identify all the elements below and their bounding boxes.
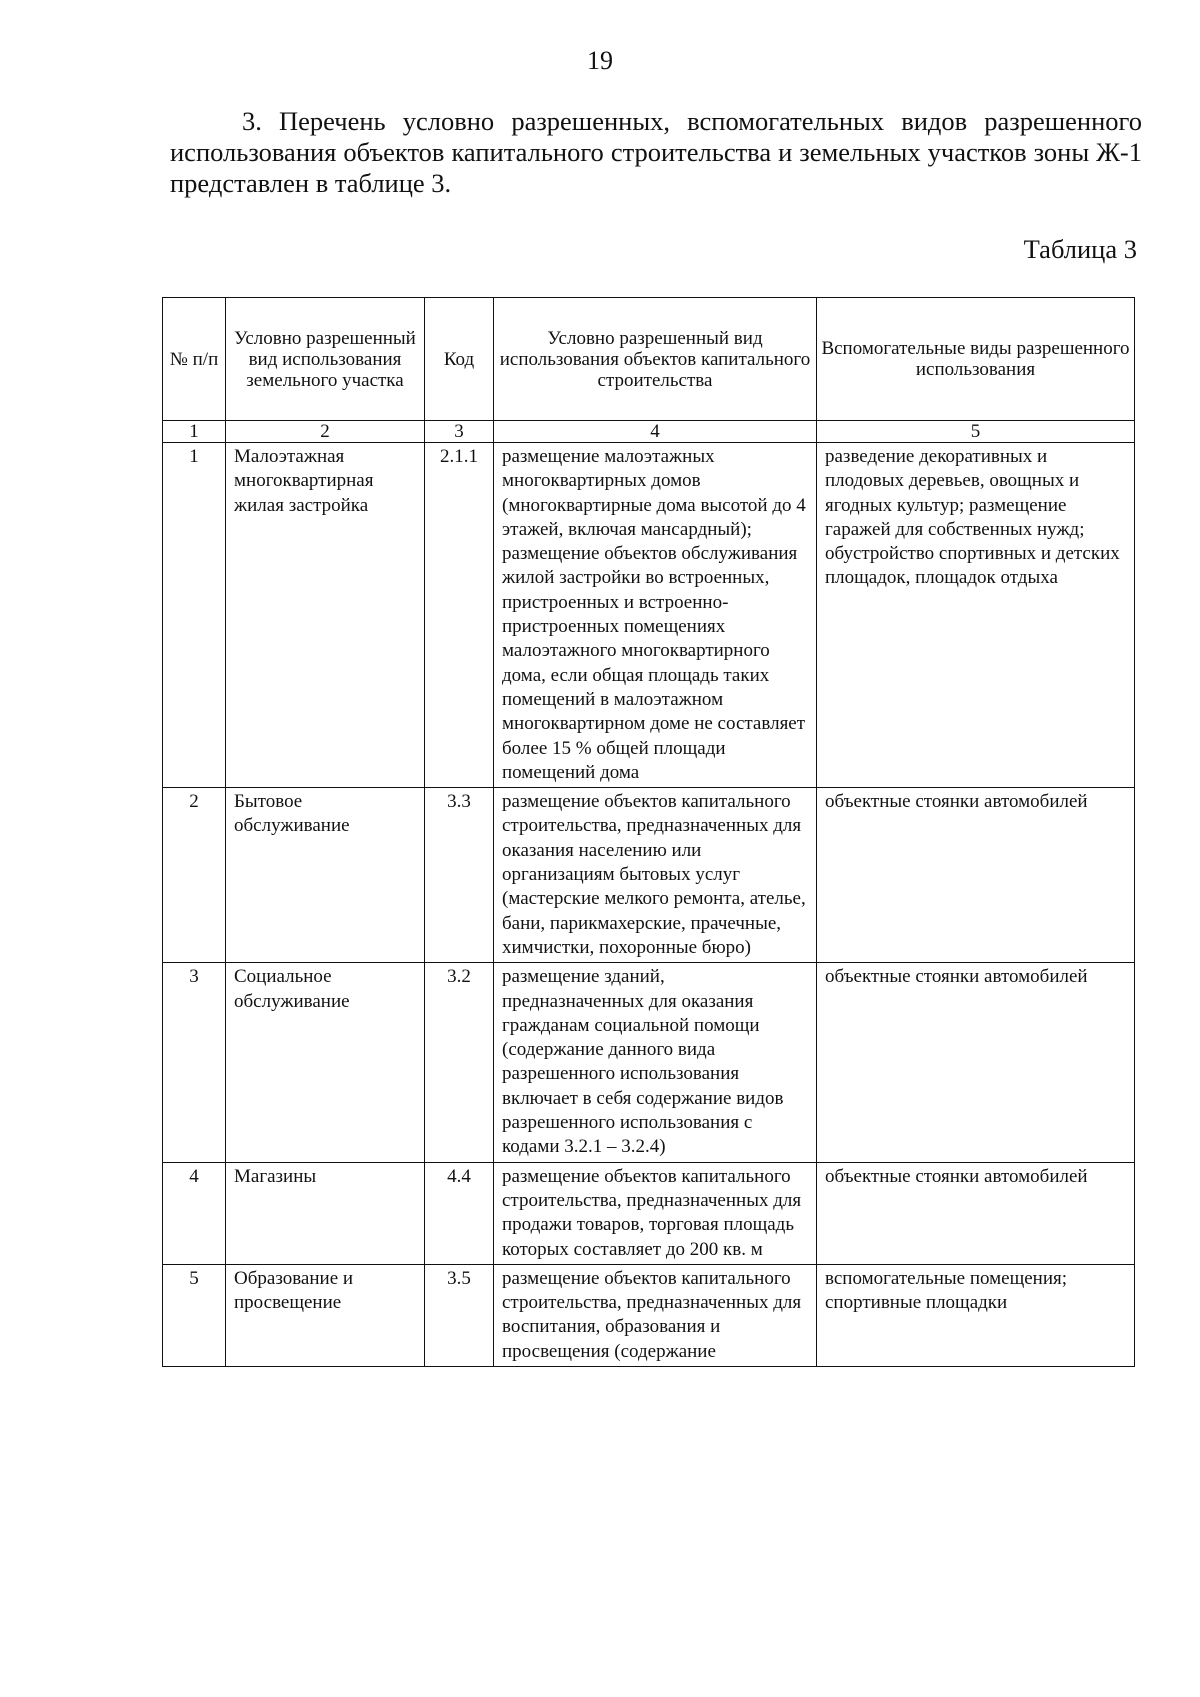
row-number: 2 xyxy=(163,788,226,963)
page-number: 19 xyxy=(587,46,613,75)
table-row xyxy=(163,1264,1135,1366)
code-cell: 4.4 xyxy=(425,1162,494,1264)
column-number: 5 xyxy=(817,421,1135,443)
column-number-row xyxy=(163,421,1135,443)
table-row xyxy=(163,963,1135,1162)
construction-use-cell: размещение объектов капитального строительства, предназначенных для продажи товаров, торговая площадь которых составляет до 200 кв. м xyxy=(494,1162,817,1264)
code-cell: 3.2 xyxy=(425,963,494,1162)
intro-paragraph: 3. Перечень условно разрешенных, вспомогательных видов разрешенного использования объектов капитального строительства и земельных участков зоны Ж-1 представлен в таблице 3. xyxy=(170,106,1142,198)
column-number: 3 xyxy=(425,421,494,443)
header-num: № п/п xyxy=(163,298,226,421)
construction-use-cell: размещение объектов капитального строительства, предназначенных для оказания населению или организациям бытовых услуг (мастерские мелкого ремонта, ателье, бани, парикмахерские, прачечные, химчистки, похоронные бюро) xyxy=(494,788,817,963)
construction-use-cell: размещение зданий, предназначенных для оказания гражданам социальной помощи (содержание данного вида разрешенного использования включает в себя содержание видов разрешенного использования с кодами 3.2.1 – 3.2.4) xyxy=(494,963,817,1162)
row-number: 3 xyxy=(163,963,226,1162)
construction-use-cell: размещение малоэтажных многоквартирных домов (многоквартирные дома высотой до 4 этажей, включая мансардный); размещение объектов обслуживания жилой застройки во встроенных, пристроенных и встроенно-пристроенных помещениях малоэтажного многоквартирного дома, если общая площадь таких помещений в малоэтажном многоквартирном доме не составляет более 15 % общей площади помещений дома xyxy=(494,443,817,788)
construction-use-cell: размещение объектов капитального строительства, предназначенных для воспитания, образования и просвещения (содержание xyxy=(494,1264,817,1366)
table-row xyxy=(163,788,1135,963)
permitted-use-table xyxy=(162,297,1135,1367)
land-use-cell: Социальное обслуживание xyxy=(226,963,425,1162)
header-land-use: Условно разрешенный вид использования земельного участка xyxy=(226,298,425,421)
table-row xyxy=(163,1162,1135,1264)
land-use-cell: Образование и просвещение xyxy=(226,1264,425,1366)
table-caption: Таблица 3 xyxy=(1023,234,1137,264)
table-row xyxy=(163,443,1135,788)
row-number: 1 xyxy=(163,443,226,788)
code-cell: 3.3 xyxy=(425,788,494,963)
row-number: 5 xyxy=(163,1264,226,1366)
auxiliary-use-cell: объектные стоянки автомобилей xyxy=(817,788,1135,963)
column-number: 4 xyxy=(494,421,817,443)
column-number: 1 xyxy=(163,421,226,443)
table-header-row xyxy=(163,298,1135,421)
column-number: 2 xyxy=(226,421,425,443)
auxiliary-use-cell: разведение декоративных и плодовых деревьев, овощных и ягодных культур; размещение гаражей для собственных нужд; обустройство спортивных и детских площадок, площадок отдыха xyxy=(817,443,1135,788)
code-cell: 3.5 xyxy=(425,1264,494,1366)
auxiliary-use-cell: вспомогательные помещения; спортивные площадки xyxy=(817,1264,1135,1366)
land-use-cell: Магазины xyxy=(226,1162,425,1264)
row-number: 4 xyxy=(163,1162,226,1264)
auxiliary-use-cell: объектные стоянки автомобилей xyxy=(817,1162,1135,1264)
land-use-cell: Бытовое обслуживание xyxy=(226,788,425,963)
header-auxiliary-use: Вспомогательные виды разрешенного использования xyxy=(817,298,1135,421)
header-construction-use: Условно разрешенный вид использования объектов капитального строительства xyxy=(494,298,817,421)
auxiliary-use-cell: объектные стоянки автомобилей xyxy=(817,963,1135,1162)
land-use-cell: Малоэтажная многоквартирная жилая застройка xyxy=(226,443,425,788)
code-cell: 2.1.1 xyxy=(425,443,494,788)
header-code: Код xyxy=(425,298,494,421)
